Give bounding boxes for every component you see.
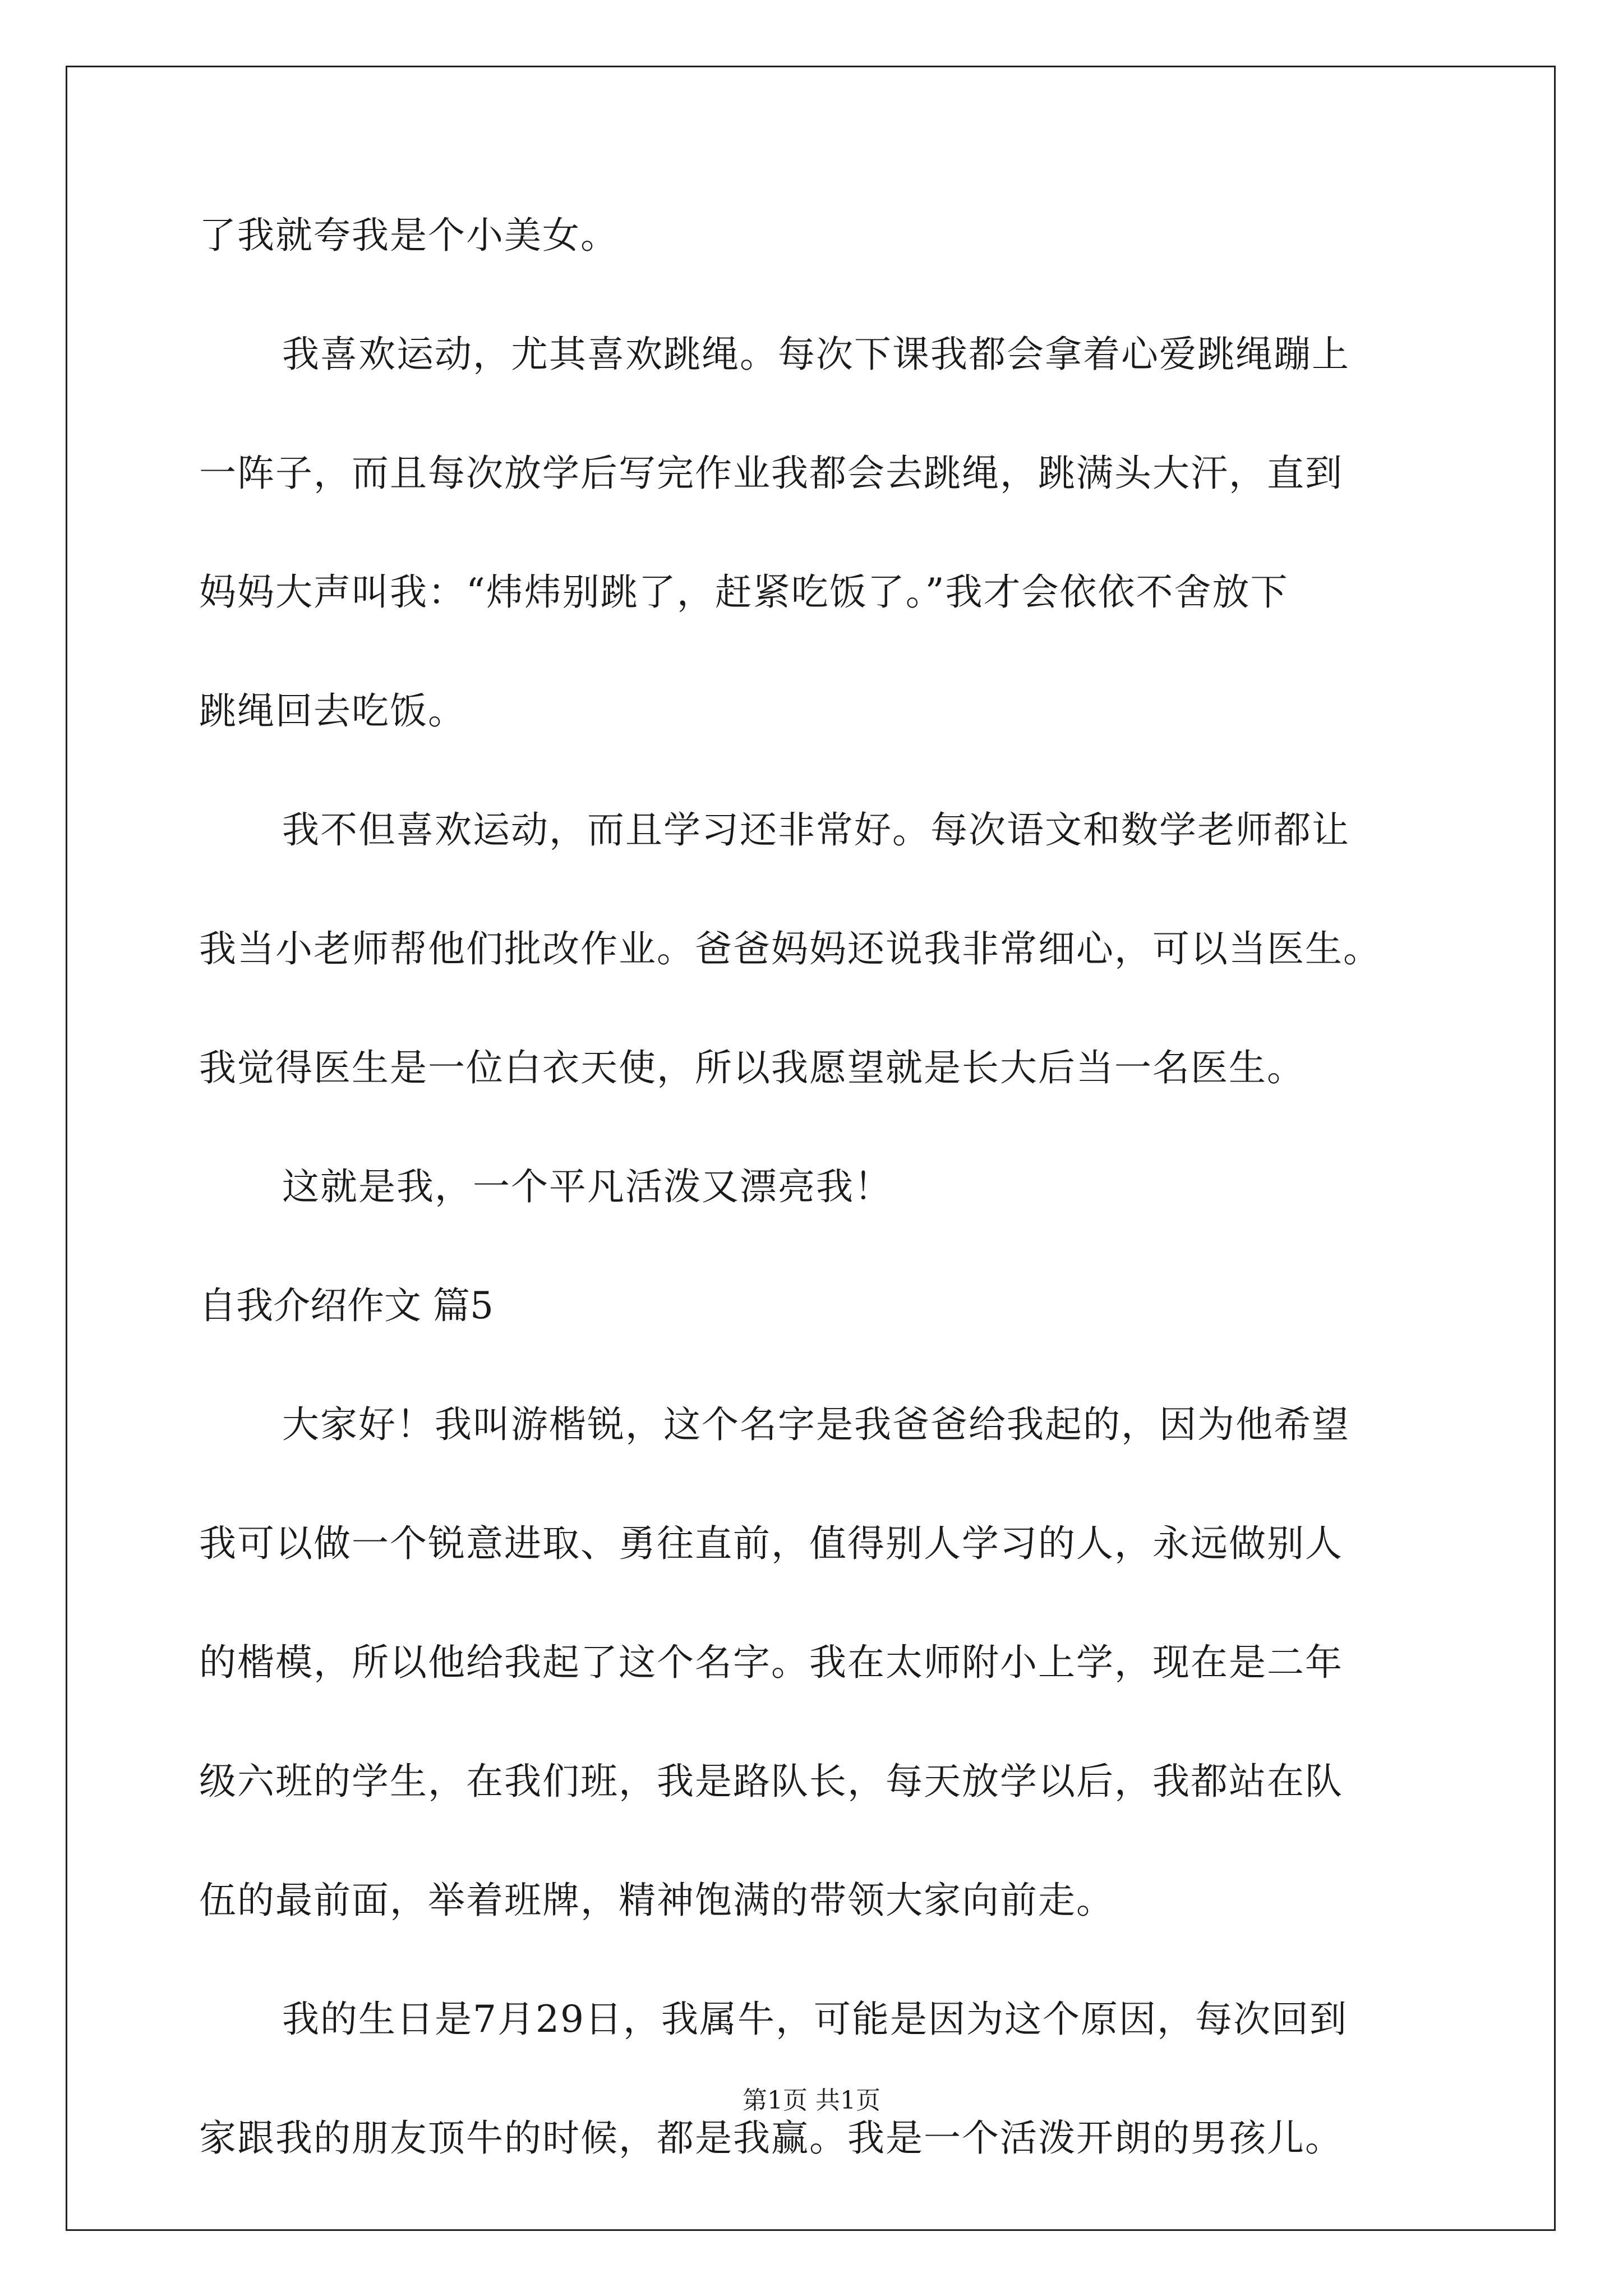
paragraph-start-line: 我不但喜欢运动，而且学习还非常好。每次语文和数学老师都让: [282, 808, 1350, 852]
text-line: 我觉得医生是一位白衣天使，所以我愿望就是长大后当一名医生。: [199, 1046, 1305, 1089]
text-line: 我当小老师帮他们批改作业。爸爸妈妈还说我非常细心，可以当医生。: [199, 927, 1381, 970]
text-line: 家跟我的朋友顶牛的时候，都是我赢。我是一个活泼开朗的男孩儿。: [199, 2116, 1343, 2160]
paragraph-start-line: 这就是我，一个平凡活泼又漂亮我！: [282, 1165, 892, 1208]
text-line: 的楷模，所以他给我起了这个名字。我在太师附小上学，现在是二年: [199, 1641, 1343, 1684]
text-line: 伍的最前面，举着班牌，精神饱满的带领大家向前走。: [199, 1879, 1114, 1922]
text-line: 妈妈大声叫我：“炜炜别跳了，赶紧吃饭了。”我才会依依不舍放下: [199, 570, 1289, 614]
page-number-footer: 第1页 共1页: [743, 2086, 880, 2115]
text-line: 一阵子，而且每次放学后写完作业我都会去跳绳，跳满头大汗，直到: [199, 452, 1343, 495]
document-body: [199, 208, 1433, 2229]
paragraph-start-line: 我的生日是7月29日，我属牛，可能是因为这个原因，每次回到: [282, 1998, 1348, 2041]
paragraph-start-line: 我喜欢运动，尤其喜欢跳绳。每次下课我都会拿着心爱跳绳蹦上: [282, 333, 1350, 376]
text-line: 跳绳回去吃饭。: [199, 689, 466, 733]
section-heading: 自我介绍作文 篇5: [199, 1284, 494, 1327]
text-line: 级六班的学生，在我们班，我是路队长，每天放学以后，我都站在队: [199, 1760, 1343, 1803]
paragraph-start-line: 大家好！我叫游楷锐，这个名字是我爸爸给我起的，因为他希望: [282, 1403, 1350, 1446]
text-line: 我可以做一个锐意进取、勇往直前，值得别人学习的人，永远做别人: [199, 1522, 1343, 1565]
text-line: 了我就夸我是个小美女。: [199, 214, 619, 257]
